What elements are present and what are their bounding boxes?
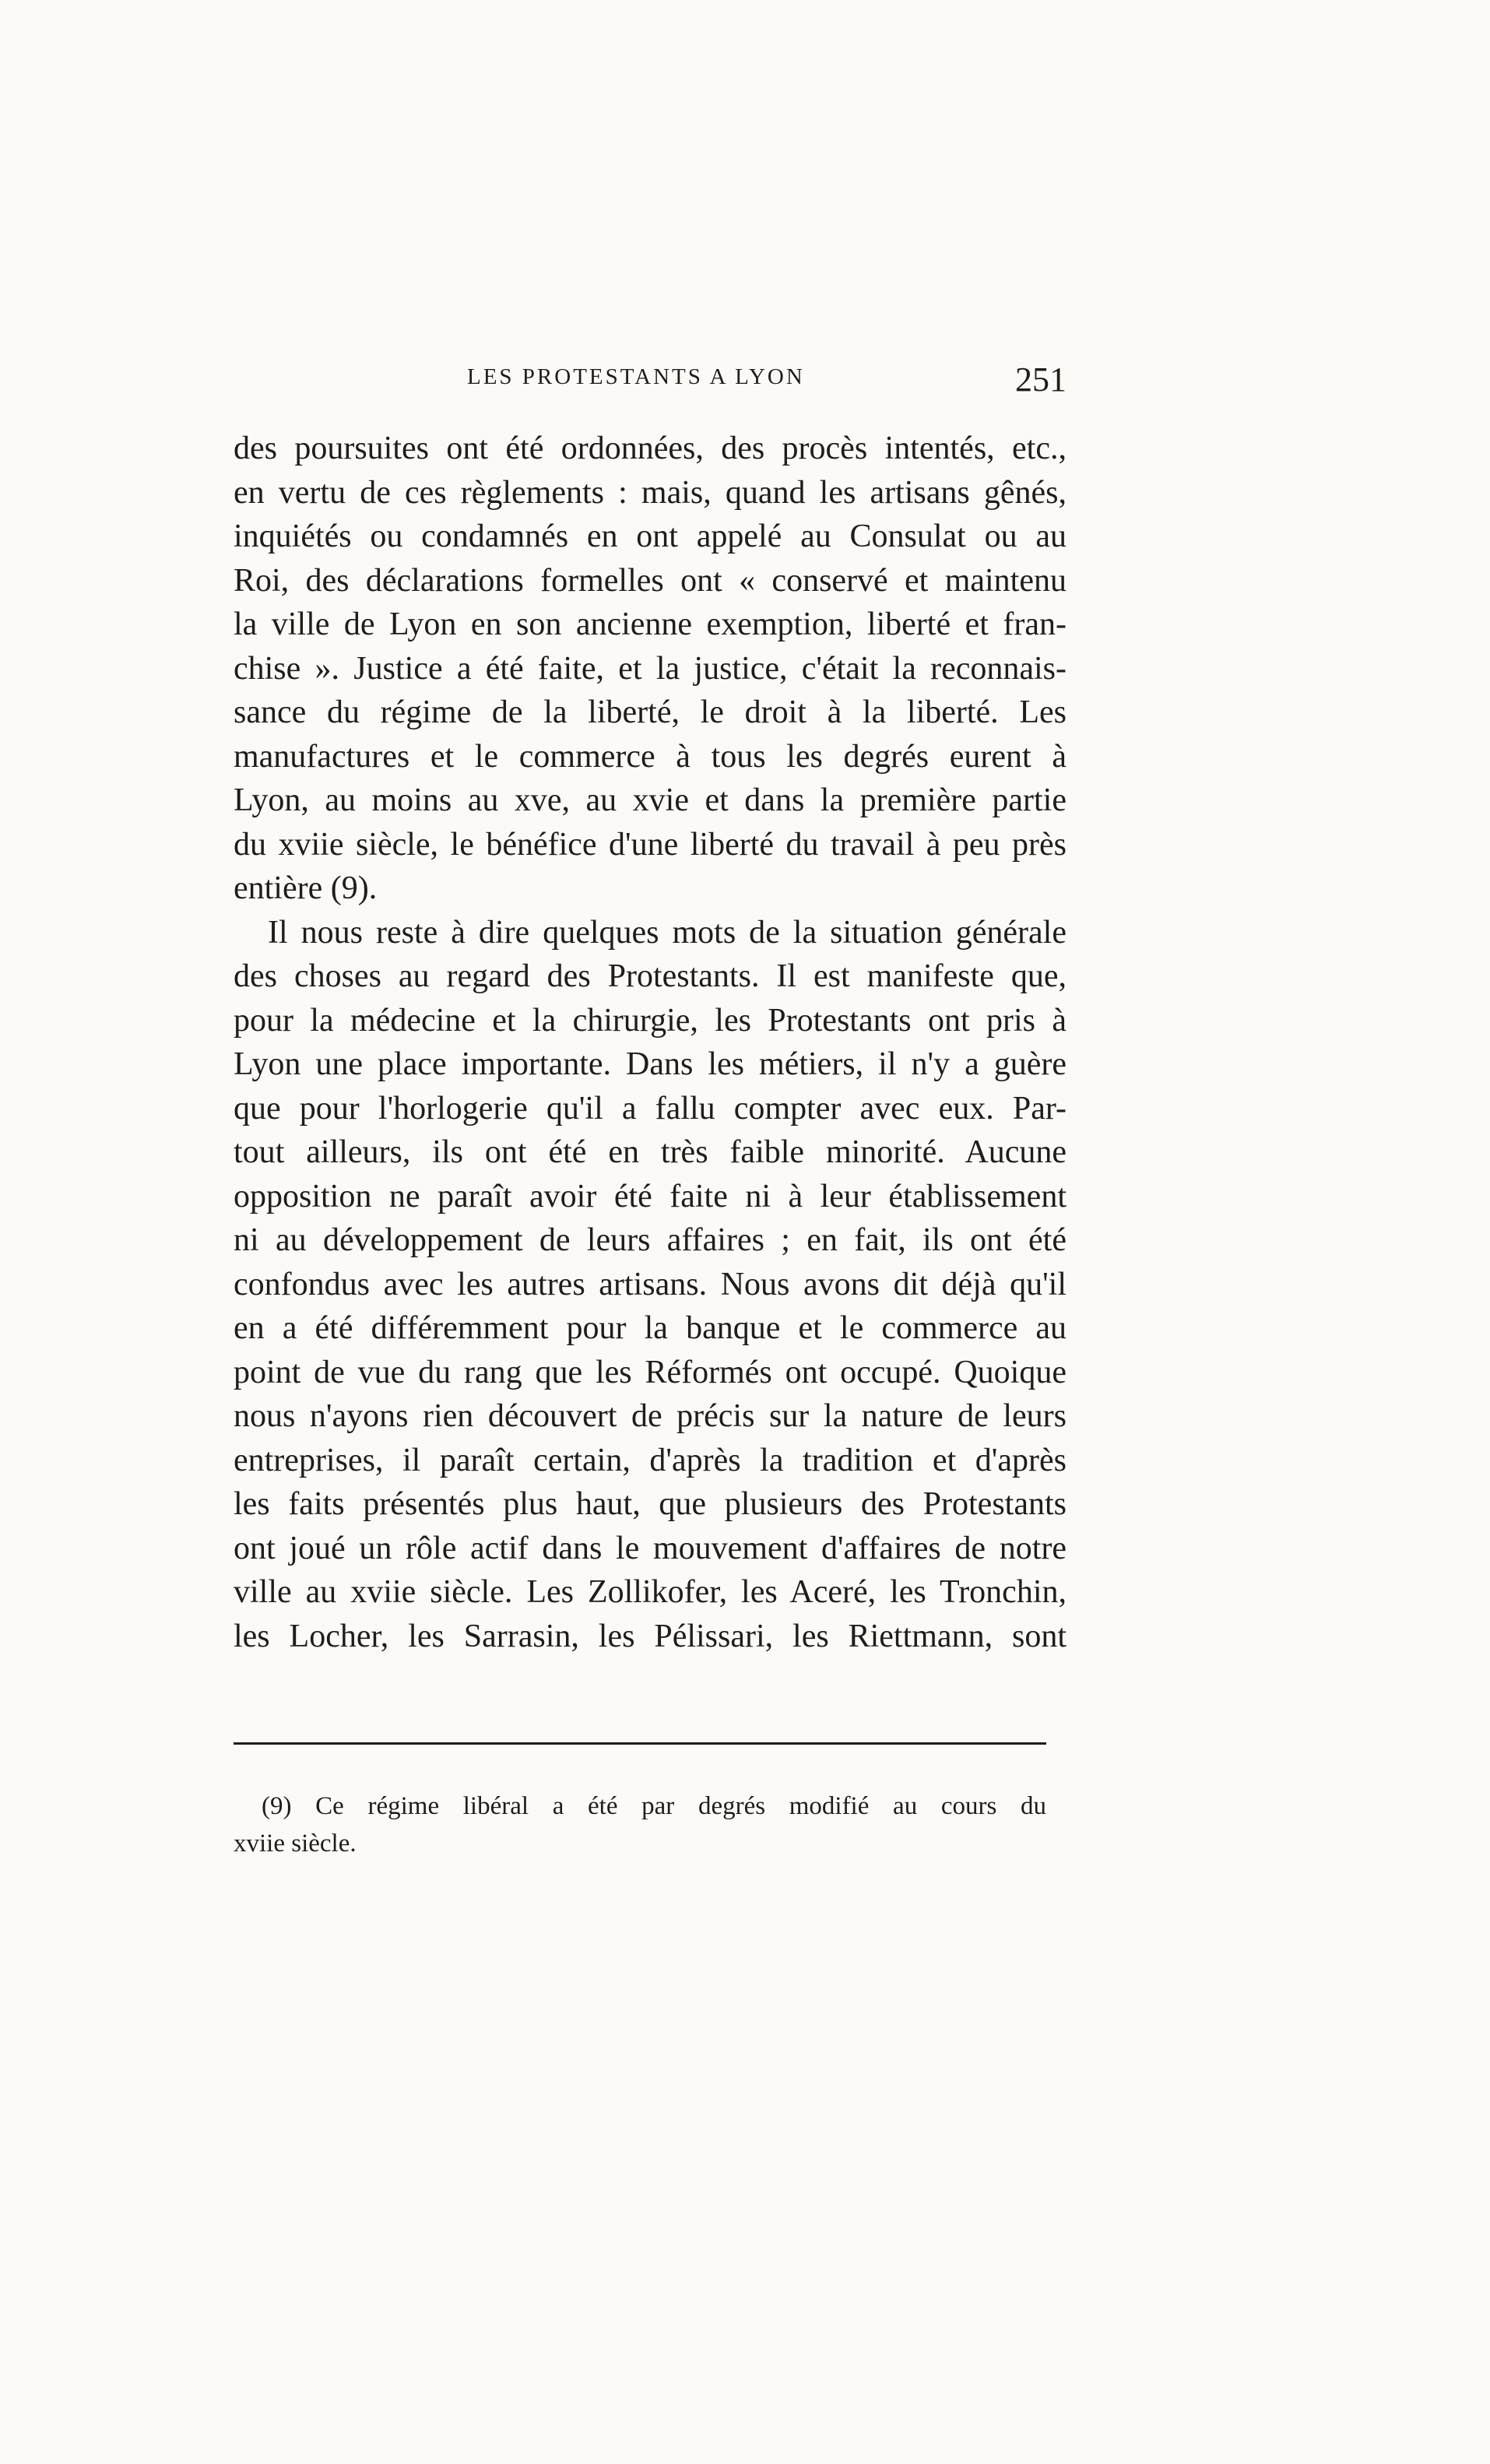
body-line: en vertu de ces règlements : mais, quand les artisans gênés, <box>234 474 1067 511</box>
body-line: que pour l'horlogerie qu'il a fallu compter avec eux. Par- <box>234 1090 1067 1127</box>
body-line: ont joué un rôle actif dans le mouvement d'affaires de notre <box>234 1530 1067 1566</box>
running-title: LES PROTESTANTS A LYON <box>467 364 805 389</box>
body-line: en a été différemment pour la banque et le commerce au <box>234 1310 1067 1346</box>
body-line: des choses au regard des Protestants. Il est manifeste que, <box>234 958 1067 994</box>
body-line: Lyon, au moins au xve, au xvie et dans la première partie <box>234 782 1067 818</box>
body-line: sance du régime de la liberté, le droit à la liberté. Les <box>234 694 1067 730</box>
body-line: la ville de Lyon en son ancienne exemption, liberté et fran- <box>234 606 1067 642</box>
body-line: entière (9). <box>234 870 378 906</box>
body-line: ni au développement de leurs affaires ; en fait, ils ont été <box>234 1222 1067 1258</box>
body-line: les Locher, les Sarrasin, les Pélissari, les Riettmann, sont <box>234 1618 1067 1654</box>
footnote-separator <box>234 1742 1046 1745</box>
footnote-line: (9) Ce régime libéral a été par degrés modifié au cours du <box>262 1792 1046 1820</box>
body-line: Il nous reste à dire quelques mots de la situation générale <box>268 914 1067 951</box>
body-line: opposition ne paraît avoir été faite ni à leur établissement <box>234 1178 1067 1214</box>
body-line: chise ». Justice a été faite, et la justice, c'était la reconnais- <box>234 650 1067 687</box>
body-line: ville au xviie siècle. Les Zollikofer, les Aceré, les Tronchin, <box>234 1574 1067 1610</box>
body-line: point de vue du rang que les Réformés ont occupé. Quoique <box>234 1354 1067 1390</box>
body-line: confondus avec les autres artisans. Nous avons dit déjà qu'il <box>234 1266 1067 1302</box>
body-text <box>234 427 1067 1658</box>
body-line: nous n'ayons rien découvert de précis sur la nature de leurs <box>234 1398 1067 1434</box>
footnotes <box>234 1787 1046 1862</box>
body-line: manufactures et le commerce à tous les degrés eurent à <box>234 738 1067 775</box>
body-line: des poursuites ont été ordonnées, des procès intentés, etc., <box>234 431 1067 466</box>
body-line: pour la médecine et la chirurgie, les Protestants ont pris à <box>234 1002 1067 1039</box>
body-line: Roi, des déclarations formelles ont « conservé et maintenu <box>234 562 1067 599</box>
body-line: Lyon une place importante. Dans les métiers, il n'y a guère <box>234 1046 1067 1082</box>
footnote-line: xviie siècle. <box>234 1830 357 1858</box>
page-number: 251 <box>1015 360 1067 399</box>
body-line: les faits présentés plus haut, que plusieurs des Protestants <box>234 1486 1067 1522</box>
body-line: tout ailleurs, ils ont été en très faible minorité. Aucune <box>234 1134 1067 1170</box>
running-head <box>234 360 1067 411</box>
body-line: inquiétés ou condamnés en ont appelé au Consulat ou au <box>234 518 1067 554</box>
body-line: du xviie siècle, le bénéfice d'une liberté du travail à peu près <box>234 826 1067 863</box>
body-line: entreprises, il paraît certain, d'après la tradition et d'après <box>234 1442 1067 1478</box>
